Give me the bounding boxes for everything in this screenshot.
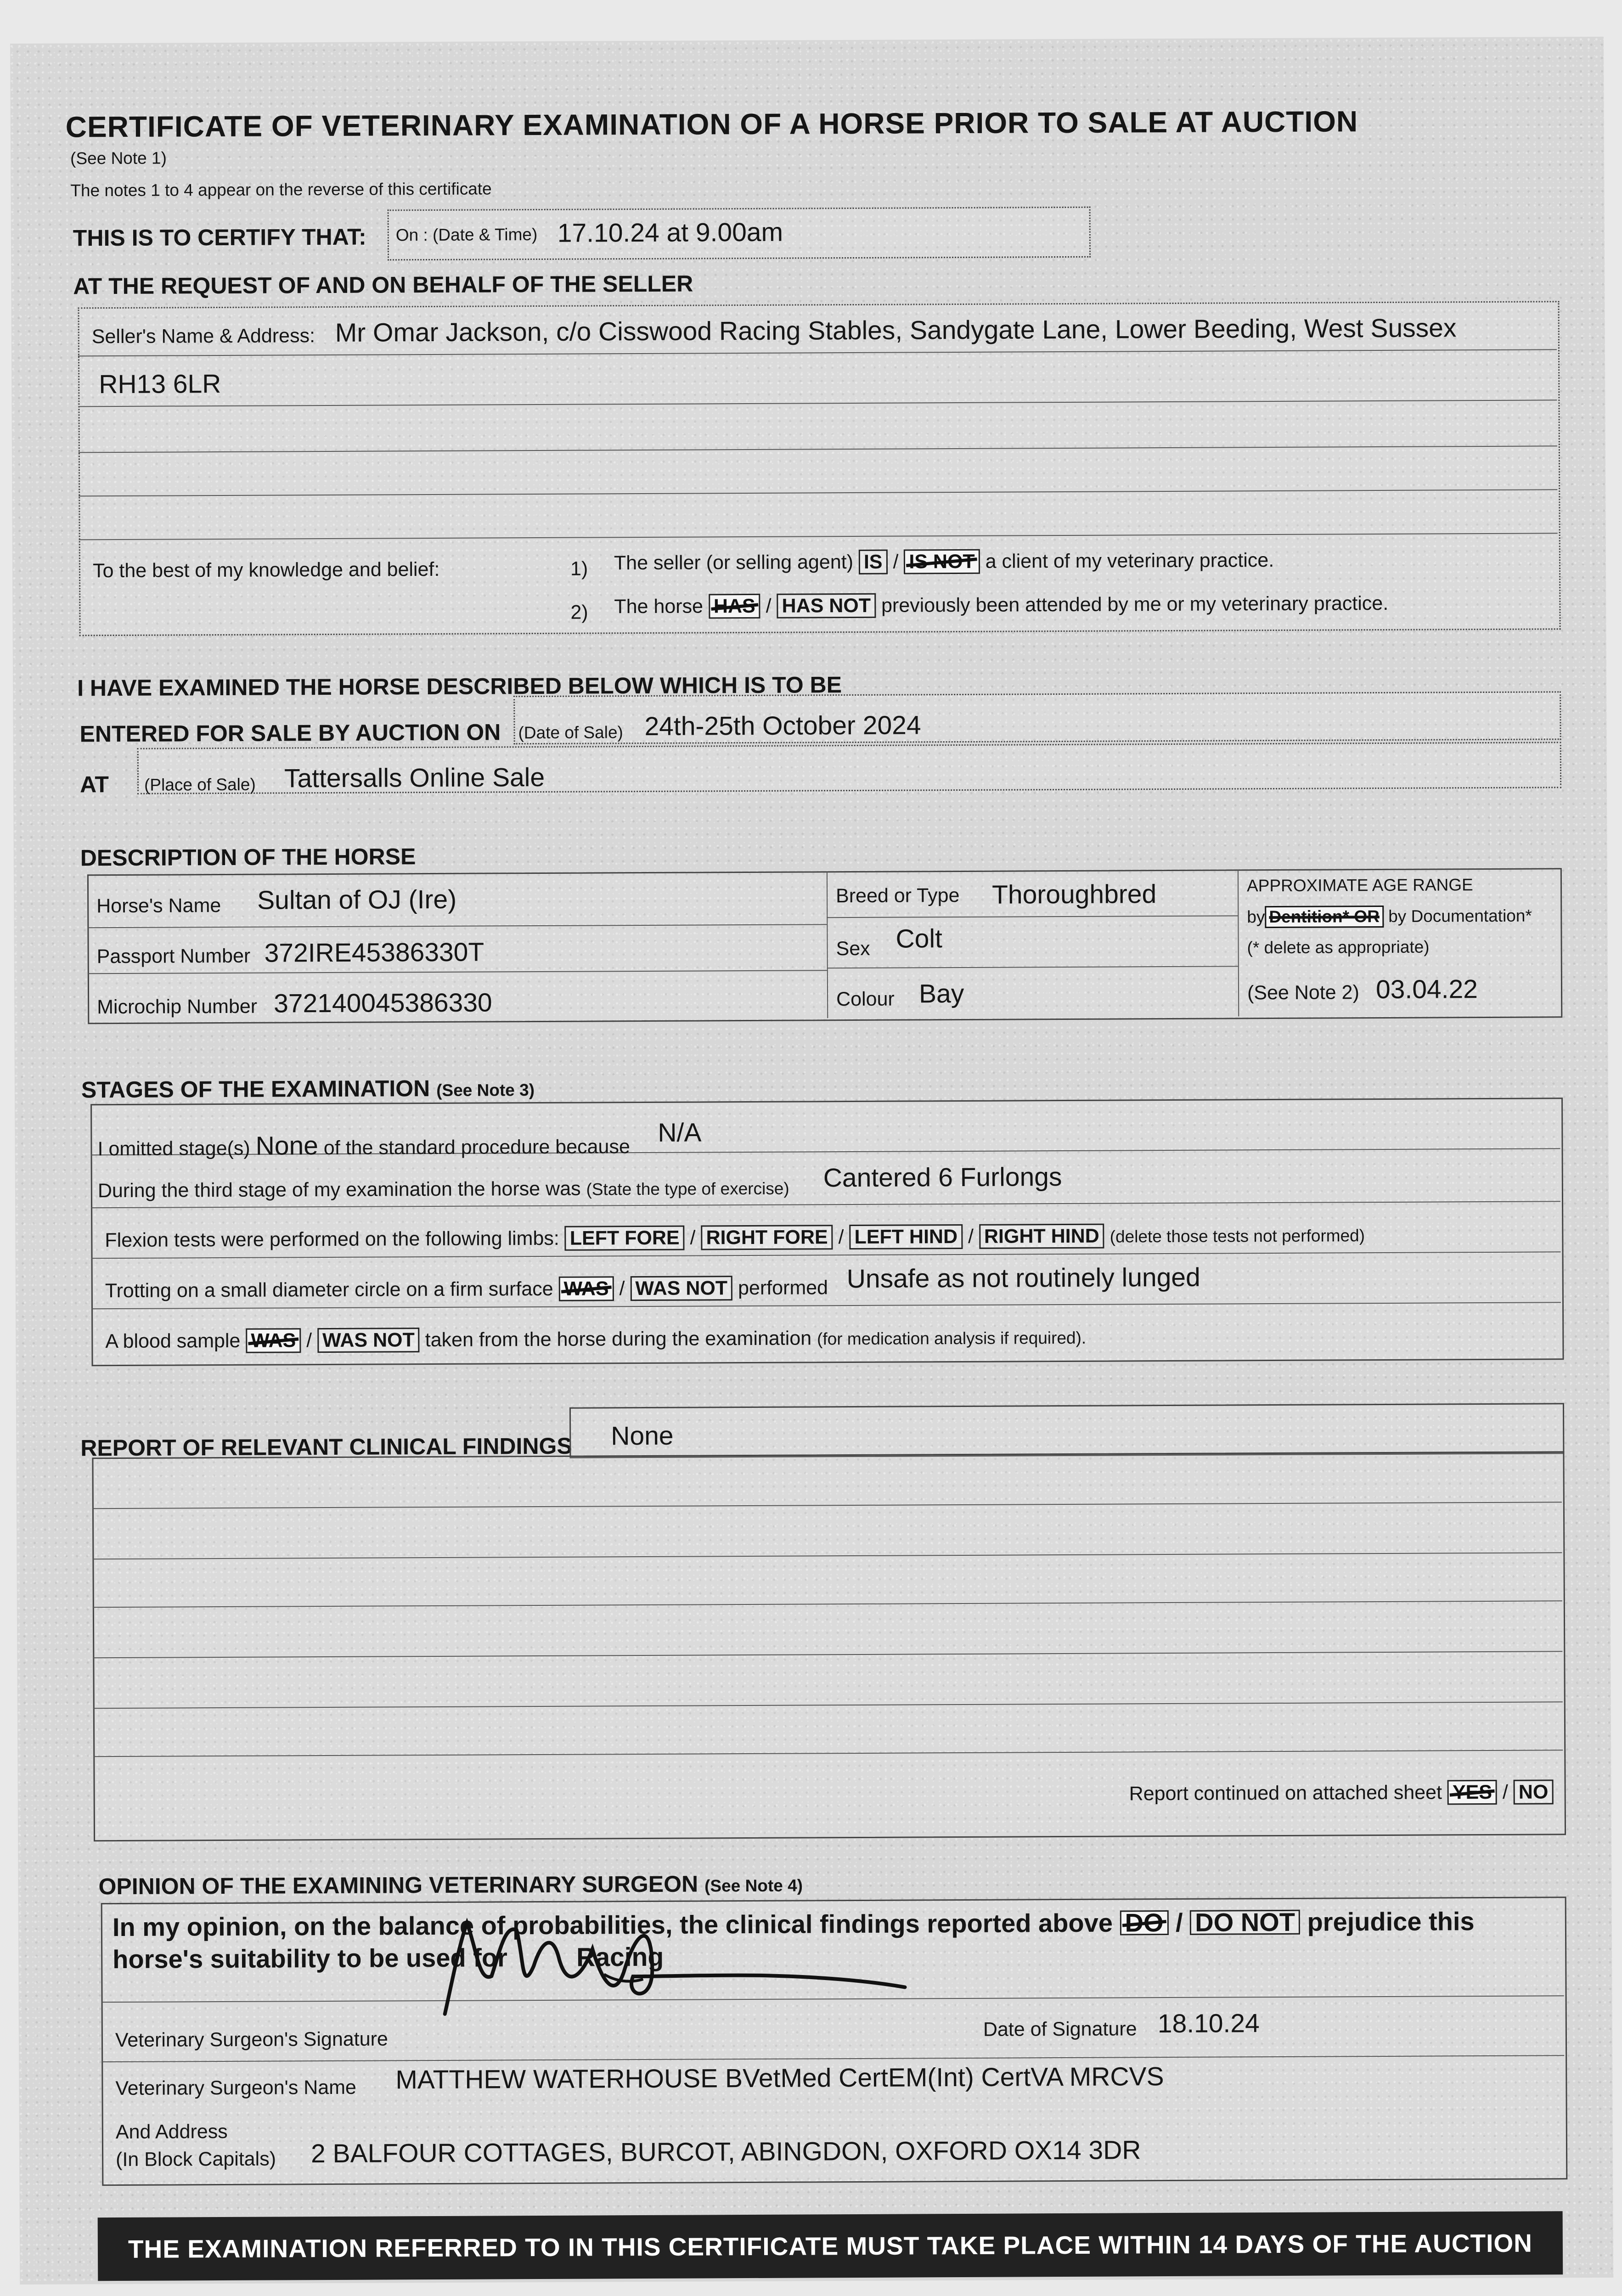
date-signature-label: Date of Signature	[983, 2018, 1137, 2041]
passport-label: Passport Number	[96, 945, 251, 968]
seller-is-choice: IS	[859, 550, 888, 574]
seller-label: Seller's Name & Address:	[91, 325, 315, 348]
signature-label: Veterinary Surgeon's Signature	[115, 2028, 388, 2052]
trot-was-not-choice: WAS NOT	[630, 1276, 732, 1301]
opinion-heading: OPINION OF THE EXAMINING VETERINARY SURGEON (See Note 4)	[98, 1871, 803, 1900]
documentation-option: by Documentation*	[1388, 906, 1532, 926]
certify-label: THIS IS TO CERTIFY THAT:	[73, 224, 366, 251]
age-delete-note: (* delete as appropriate)	[1247, 937, 1430, 957]
certificate-page	[10, 37, 1613, 2285]
left-hind-tag: LEFT HIND	[849, 1224, 963, 1249]
microchip-label: Microchip Number	[97, 995, 258, 1019]
sex-label: Sex	[836, 937, 870, 960]
intended-use-value: Racing	[576, 1942, 664, 1972]
right-fore-tag: RIGHT FORE	[701, 1225, 833, 1250]
age-heading: APPROXIMATE AGE RANGE	[1246, 875, 1473, 895]
footer-warning: THE EXAMINATION REFERRED TO IN THIS CERTIFICATE MUST TAKE PLACE WITHIN 14 DAYS OF THE AUCTION	[98, 2211, 1563, 2281]
clinical-findings-value: None	[611, 1421, 674, 1451]
blood-was-not-choice: WAS NOT	[317, 1328, 420, 1353]
seller-is-not-choice: IS NOT	[904, 549, 980, 574]
flexion-test-row: Flexion tests were performed on the following limbs: LEFT FORE / RIGHT FORE / LEFT HIND / RIGHT HIND (delete those tests not performed)	[105, 1222, 1365, 1253]
stages-heading: STAGES OF THE EXAMINATION (See Note 3)	[81, 1075, 535, 1103]
exam-date-value: 17.10.24 at 9.00am	[557, 217, 783, 248]
clinical-findings-heading: REPORT OF RELEVANT CLINICAL FINDINGS	[80, 1433, 572, 1461]
sale-place-label: (Place of Sale)	[144, 775, 256, 794]
block-capitals-label: (In Block Capitals)	[116, 2148, 276, 2171]
omitted-stage-row: I omitted stage(s) None of the standard procedure because	[97, 1131, 630, 1161]
breed-value: Thoroughbred	[991, 879, 1157, 910]
see-note-1: (See Note 1)	[70, 148, 167, 168]
on-date-label: On : (Date & Time)	[395, 225, 538, 245]
blood-was-choice: WAS	[246, 1328, 301, 1353]
sex-value: Colt	[895, 924, 943, 954]
seller-address-line-1: Mr Omar Jackson, c/o Cisswood Racing Stables, Sandygate Lane, Lower Beeding, West Sussex	[335, 313, 1457, 348]
knowledge-label: To the best of my knowledge and belief:	[92, 558, 440, 582]
sale-date-value: 24th-25th October 2024	[644, 710, 921, 741]
request-heading: AT THE REQUEST OF AND ON BEHALF OF THE SELLER	[73, 270, 693, 299]
vet-name-label: Veterinary Surgeon's Name	[115, 2076, 357, 2100]
colour-value: Bay	[918, 979, 964, 1009]
opinion-line-2: horse's suitability to be used for	[113, 1943, 508, 1974]
sale-heading: I HAVE EXAMINED THE HORSE DESCRIBED BELOW WHICH IS TO BE	[77, 672, 842, 701]
certificate-title: CERTIFICATE OF VETERINARY EXAMINATION OF A HORSE PRIOR TO SALE AT AUCTION	[65, 105, 1358, 144]
statement-1: The seller (or selling agent) IS / IS NOT a client of my veterinary practice.	[614, 549, 1274, 574]
findings-first-line-box	[569, 1403, 1564, 1458]
opinion-line-1: In my opinion, on the balance of probabilities, the clinical findings reported above DO / DO NOT prejudice this	[112, 1907, 1475, 1942]
horse-name-value: Sultan of OJ (Ire)	[257, 884, 457, 915]
report-continued-row: Report continued on attached sheet YES / NO	[1129, 1779, 1554, 1806]
third-stage-value: Cantered 6 Furlongs	[823, 1162, 1062, 1193]
age-method: by Dentition* OR by Documentation*	[1247, 905, 1532, 929]
notes-reverse-text: The notes 1 to 4 appear on the reverse of this certificate	[70, 179, 492, 200]
left-fore-tag: LEFT FORE	[565, 1226, 685, 1251]
sale-entered-label: ENTERED FOR SALE BY AUCTION ON	[79, 719, 501, 747]
seller-address-line-2: RH13 6LR	[99, 369, 221, 400]
trot-was-choice: WAS	[559, 1276, 614, 1301]
sale-at-label: AT	[79, 771, 109, 798]
veterinary-signature	[436, 1911, 914, 2019]
sale-place-value: Tattersalls Online Sale	[284, 762, 545, 793]
seller-section	[78, 301, 1561, 636]
trotting-row: Trotting on a small diameter circle on a firm surface WAS / WAS NOT performed	[105, 1275, 828, 1303]
third-stage-label: During the third stage of my examination the horse was (State the type of exercise)	[97, 1177, 789, 1202]
address-label: And Address	[115, 2120, 228, 2144]
opinion-do-not-choice: DO NOT	[1190, 1910, 1300, 1935]
statement-1-number: 1)	[570, 557, 588, 580]
breed-label: Breed or Type	[836, 884, 960, 907]
colour-label: Colour	[836, 988, 895, 1011]
age-note: (See Note 2)	[1247, 981, 1359, 1004]
horse-has-choice: HAS	[709, 594, 760, 619]
dentition-struck-option: Dentition* OR	[1265, 906, 1384, 928]
continued-yes-choice: YES	[1447, 1780, 1497, 1805]
microchip-value: 372140045386330	[273, 988, 492, 1019]
right-hind-tag: RIGHT HIND	[979, 1224, 1104, 1249]
sale-date-label: (Date of Sale)	[518, 723, 623, 743]
omitted-reason-value: N/A	[658, 1118, 702, 1148]
horse-description-heading: DESCRIPTION OF THE HORSE	[80, 844, 416, 871]
vet-address-value: 2 BALFOUR COTTAGES, BURCOT, ABINGDON, OXFORD OX14 3DR	[310, 2135, 1141, 2169]
statement-2: The horse HAS / HAS NOT previously been attended by me or my veterinary practice.	[614, 591, 1388, 619]
continued-no-choice: NO	[1514, 1779, 1554, 1804]
passport-value: 372IRE45386330T	[264, 937, 484, 968]
horse-has-not-choice: HAS NOT	[777, 593, 876, 619]
date-signature-value: 18.10.24	[1157, 2009, 1260, 2039]
statement-2-number: 2)	[570, 601, 588, 624]
age-value: 03.04.22	[1375, 974, 1478, 1005]
opinion-do-choice: DO	[1120, 1910, 1168, 1935]
trotting-reason-value: Unsafe as not routinely lunged	[846, 1262, 1200, 1294]
horse-name-label: Horse's Name	[96, 895, 221, 917]
blood-sample-row: A blood sample WAS / WAS NOT taken from the horse during the examination (for medication analysis if required).	[105, 1327, 1087, 1353]
vet-name-value: MATTHEW WATERHOUSE BVetMed CertEM(Int) CertVA MRCVS	[395, 2062, 1164, 2095]
